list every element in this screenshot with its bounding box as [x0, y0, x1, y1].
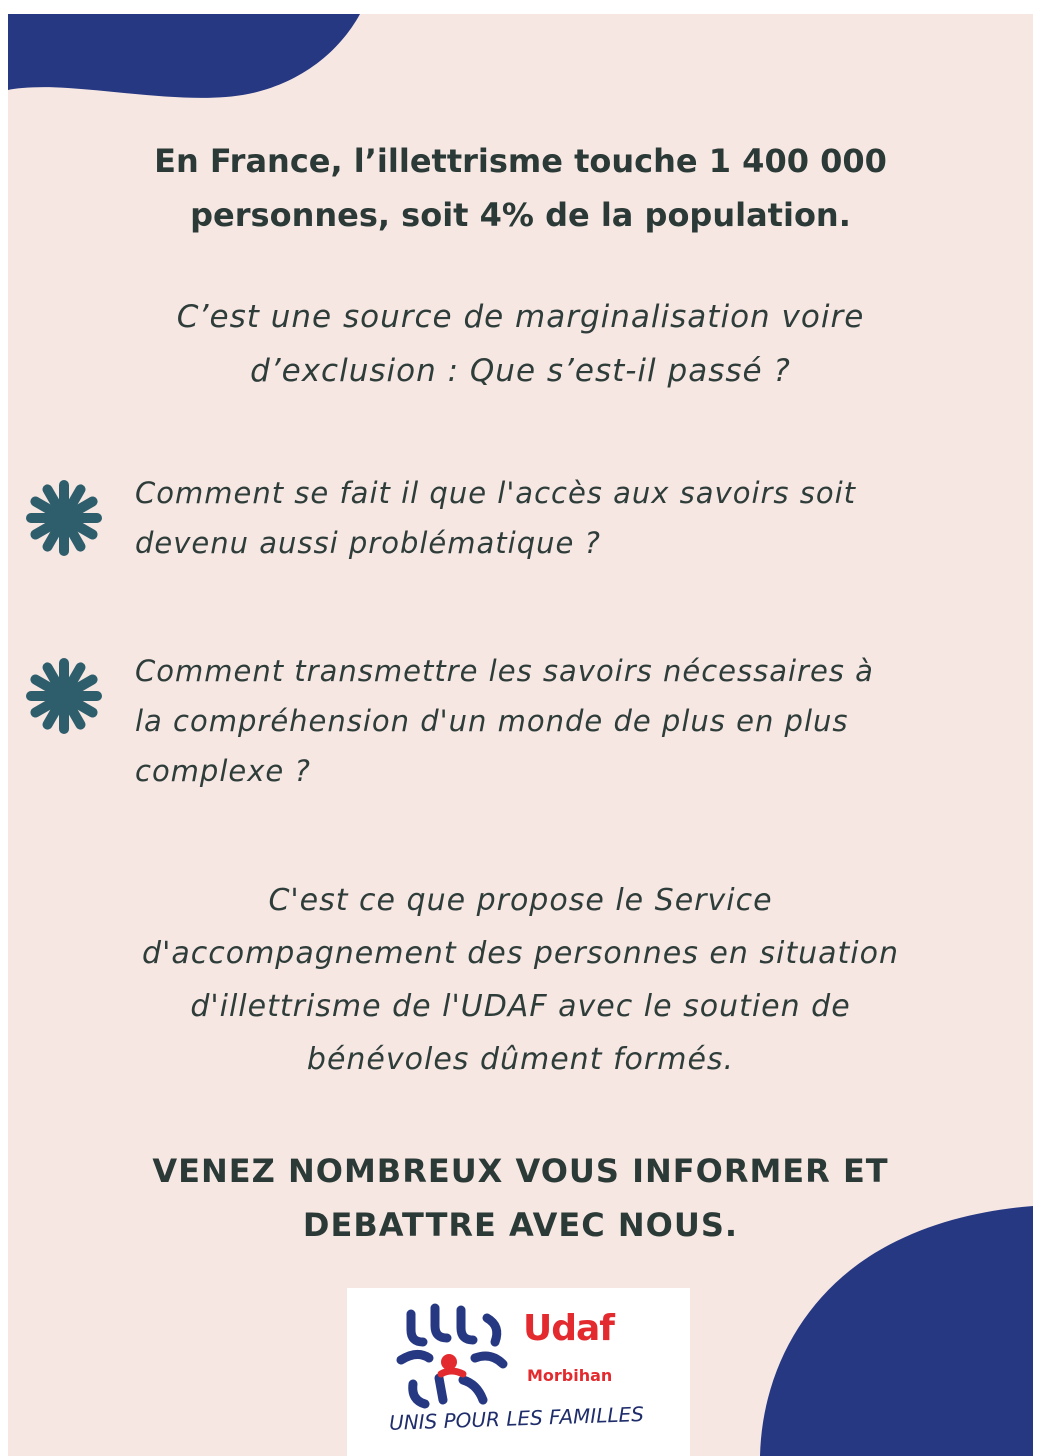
bullet-1-line-1: Comment se fait il que l'accès aux savoirs soit [135, 476, 857, 510]
service-line-4: bénévoles dûment formés. [306, 1042, 735, 1077]
flower-icon [24, 478, 104, 558]
service-line-2: d'accompagnement des personnes en situation [142, 936, 899, 971]
bullet-2-line-2: la compréhension d'un monde de plus en plus [135, 704, 849, 738]
bullet-2-line-1: Comment transmettre les savoirs nécessaires à [135, 654, 874, 688]
bullet-1-line-2: devenu aussi problématique ? [135, 526, 601, 560]
udaf-emblem-icon [391, 1300, 521, 1410]
flower-icon [24, 656, 104, 736]
intro-line-1: C’est une source de marginalisation voire [176, 299, 865, 335]
bullet-text [135, 468, 1020, 568]
intro-line-2: d’exclusion : Que s’est-il passé ? [250, 353, 791, 389]
headline [48, 134, 993, 242]
cta-line-1: VENEZ NOMBREUX VOUS INFORMER ET [152, 1152, 889, 1190]
udaf-region: Morbihan [527, 1366, 613, 1385]
udaf-slogan: UNIS POUR LES FAMILLES [388, 1401, 645, 1435]
cta-line-2: DEBATTRE AVEC NOUS. [302, 1206, 739, 1244]
service-line-3: d'illettrisme de l'UDAF avec le soutien de [190, 989, 851, 1024]
decorative-blob-bottom [760, 1206, 1033, 1456]
service-line-1: C'est ce que propose le Service [268, 883, 773, 918]
flyer-card [8, 14, 1033, 1456]
headline-line-1: En France, l’illettrisme touche 1 400 000 [154, 142, 887, 180]
udaf-brand-name: Udaf [523, 1308, 614, 1349]
bullet-text [135, 646, 1020, 796]
decorative-blob-top [8, 14, 360, 134]
service-description [28, 874, 1013, 1086]
intro-text [48, 290, 993, 398]
udaf-logo [347, 1288, 690, 1456]
bullet-2-line-3: complexe ? [135, 754, 311, 788]
headline-line-2: personnes, soit 4% de la population. [190, 196, 851, 234]
